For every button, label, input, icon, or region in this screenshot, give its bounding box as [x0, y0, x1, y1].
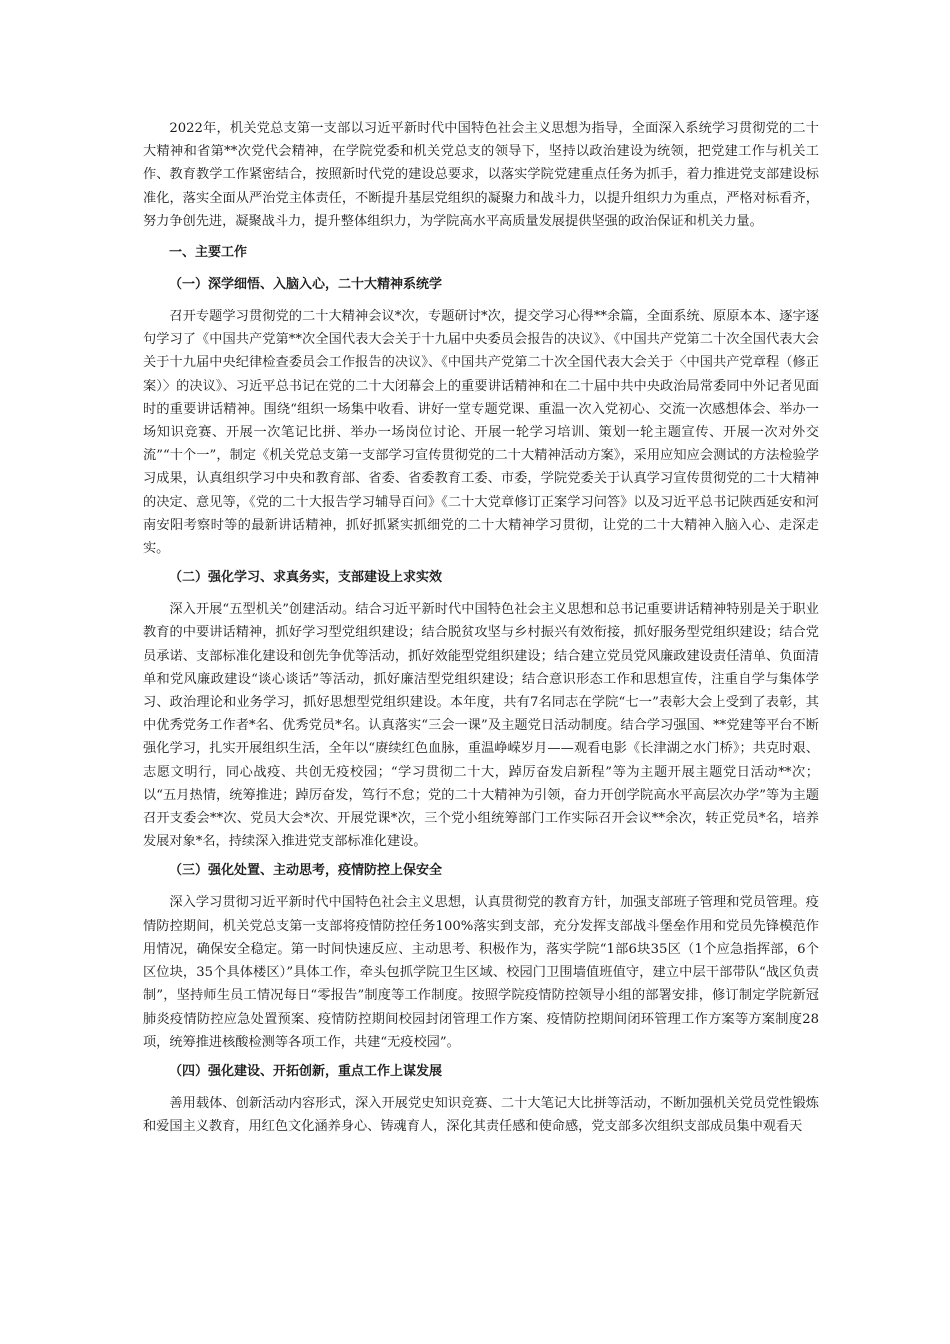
- document-body: [143, 117, 819, 1138]
- subsection-heading-4: （四）强化建设、开拓创新，重点工作上谋发展: [169, 1063, 443, 1079]
- subsection-paragraph-2: 深入开展“五型机关”创建活动。结合习近平新时代中国特色社会主义思想和总书记重要讲话精神特别是关于职业教育的中要讲话精神，抓好学习型党组织建设；结合脱贫攻坚与乡村振兴有效衔接，抓好服务型党组织建设；结合党员承诺、支部标准化建设和创先争优等活动，抓好效能型党组织建设；结合建立党员党风廉政建设责任清单、负面清单和党风廉政建设“谈心谈话”等活动，抓好廉洁型党组织建设；结合意识形态工作和思想宣传，注重自学与集体学习、政治理论和业务学习，抓好思想型党组织建设。本年度，共有7名同志在学院“七一”表彰大会上受到了表彰，其中优秀党务工作者*名、优秀党员*名。认真落实“三会一课”及主题党日活动制度。结合学习强国、**党建等平台不断强化学习，扎实开展组织生活，全年以“赓续红色血脉，重温峥嵘岁月——观看电影《长津湖之水门桥》；共克时艰、志愿文明行，同心战疫、共创无疫校园；“学习贯彻二十大，踔厉奋发启新程”等为主题开展主题党日活动**次；以“五月热情，统筹推进；踔厉奋发，笃行不怠；党的二十大精神为引领，奋力开创学院高水平高层次办学”等为主题召开支委会**次、党员大会*次、开展党课*次，三个党小组统筹部门工作实际召开会议**余次，转正党员*名，培养发展对象*名，持续深入推进党支部标准化建设。: [143, 602, 819, 850]
- intro-paragraph: 2022年，机关党总支第一支部以习近平新时代中国特色社会主义思想为指导，全面深入系统学习贯彻党的二十大精神和省第**次党代会精神，在学院党委和机关党总支的领导下，坚持以政治建设为统领，把党建工作与机关工作、教育教学工作紧密结合，按照新时代党的建设总要求，以落实学院党建重点任务为抓手，着力推进党支部建设标准化，落实全面从严治党主体责任，不断提升基层党组织的凝聚力和战斗力，以提升组织力为重点，严格对标看齐，努力争创先进，凝聚战斗力，提升整体组织力，为学院高水平高质量发展提供坚强的政治保证和机关力量。: [143, 121, 819, 229]
- subsection-paragraph-4: 善用载体、创新活动内容形式，深入开展党史知识竞赛、二十大笔记大比拼等活动，不断加强机关党员党性锻炼和爱国主义教育，用红色文化涵养身心、铸魂育人，深化其责任感和使命感，党支部多次组织支部成员集中观看天: [143, 1095, 819, 1135]
- subsection-heading-2: （二）强化学习、求真务实，支部建设上求实效: [169, 570, 443, 586]
- subsection-heading-3: （三）强化处置、主动思考，疫情防控上保安全: [169, 863, 443, 879]
- section-heading-main-work: 一、主要工作: [169, 245, 248, 261]
- subsection-paragraph-3: 深入学习贯彻习近平新时代中国特色社会主义思想，认真贯彻党的教育方针，加强支部班子管理和党员管理。疫情防控期间，机关党总支第一支部将疫情防控任务100%落实到支部，充分发挥支部战斗堡垒作用和党员先锋模范作用情况，确保安全稳定。第一时间快速反应、主动思考、积极作为，落实学院“1部6块35区（1个应急指挥部，6个区位块，35个具体楼区）”具体工作，牵头包抓学院卫生区域、校园门卫围墙值班值守，建立中层干部带队“战区负责制”，坚持师生员工情况每日“零报告”制度等工作制度。按照学院疫情防控领导小组的部署安排，修订制定学院新冠肺炎疫情防控应急处置预案、疫情防控期间校园封闭管理工作方案、疫情防控期间闭环管理工作方案等方案制度28项，统筹推进核酸检测等各项工作，共建“无疫校园”。: [143, 895, 819, 1050]
- subsection-heading-1: （一）深学细悟、入脑入心，二十大精神系统学: [169, 277, 443, 293]
- subsection-paragraph-1: 召开专题学习贯彻党的二十大精神会议*次，专题研讨*次，提交学习心得**余篇，全面系统、原原本本、逐字逐句学习了《中国共产党第**次全国代表大会关于十九届中央委员会报告的决议》、《中国共产党第二十次全国代表大会关于十九届中央纪律检查委员会工作报告的决议》、《中国共产党第二十次全国代表大会关于〈中国共产党章程（修正案）〉的决议》、习近平总书记在党的二十大闭幕会上的重要讲话精神和在二十届中共中央政治局常委同中外记者见面时的重要讲话精神。围绕“组织一场集中收看、讲好一堂专题党课、重温一次入党初心、交流一次感想体会、举办一场知识竞赛、开展一次笔记比拼、举办一场岗位讨论、开展一轮学习培训、策划一轮主题宣传、开展一次对外交流”“十个一”，制定《机关党总支第一支部学习宣传贯彻党的二十大精神活动方案》，采用应知应会测试的方法检验学习成果，认真组织学习中央和教育部、省委、省委教育工委、市委，学院党委关于认真学习宣传贯彻党的二十大精神的决定、意见等，《党的二十大报告学习辅导百问》《二十大党章修订正案学习问答》以及习近平总书记陕西延安和河南安阳考察时等的最新讲话精神，抓好抓紧实抓细党的二十大精神学习贯彻，让党的二十大精神入脑入心、走深走实。: [143, 309, 819, 557]
